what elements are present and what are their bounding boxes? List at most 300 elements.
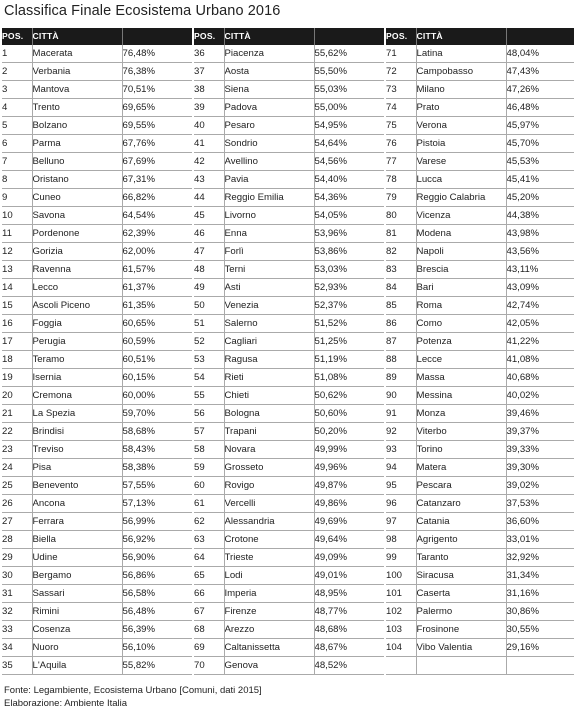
table-row (2, 225, 192, 243)
ranking-table-3 (386, 28, 574, 675)
table-row (2, 207, 192, 225)
rank-position: 76 (386, 135, 416, 153)
table-row (194, 315, 384, 333)
score-value: 53,96% (314, 225, 384, 243)
rank-position: 56 (194, 405, 224, 423)
table-row (2, 351, 192, 369)
score-value: 51,52% (314, 315, 384, 333)
city-name: Milano (416, 81, 506, 99)
table-row (2, 315, 192, 333)
table-row (386, 81, 574, 99)
rank-position: 39 (194, 99, 224, 117)
city-name: Arezzo (224, 621, 314, 639)
score-value: 39,37% (506, 423, 574, 441)
table-row (194, 369, 384, 387)
score-value: 61,57% (122, 261, 192, 279)
table-row (2, 585, 192, 603)
score-value: 45,20% (506, 189, 574, 207)
city-name: Caserta (416, 585, 506, 603)
rank-position: 13 (2, 261, 32, 279)
table-row (194, 279, 384, 297)
score-value: 39,33% (506, 441, 574, 459)
table-row (194, 441, 384, 459)
city-name: Trapani (224, 423, 314, 441)
city-name: Lecco (32, 279, 122, 297)
city-name: Monza (416, 405, 506, 423)
city-name: Bergamo (32, 567, 122, 585)
city-name: Trento (32, 99, 122, 117)
table-row (2, 657, 192, 675)
rank-position: 17 (2, 333, 32, 351)
score-value: 57,13% (122, 495, 192, 513)
city-name: Siracusa (416, 567, 506, 585)
city-name: Brindisi (32, 423, 122, 441)
score-value: 55,82% (122, 657, 192, 675)
city-name: Pisa (32, 459, 122, 477)
header-score (506, 28, 574, 45)
city-name: Isernia (32, 369, 122, 387)
score-value: 43,98% (506, 225, 574, 243)
table-row (194, 225, 384, 243)
score-value: 49,09% (314, 549, 384, 567)
city-name: Verbania (32, 63, 122, 81)
score-value: 51,08% (314, 369, 384, 387)
city-name: Padova (224, 99, 314, 117)
city-name: Cosenza (32, 621, 122, 639)
rank-position: 27 (2, 513, 32, 531)
score-value: 55,62% (314, 45, 384, 63)
city-name: Como (416, 315, 506, 333)
city-name: Asti (224, 279, 314, 297)
score-value: 41,08% (506, 351, 574, 369)
table-row (386, 135, 574, 153)
rank-position: 50 (194, 297, 224, 315)
rank-position: 33 (2, 621, 32, 639)
table-row (2, 81, 192, 99)
table-row (386, 423, 574, 441)
rank-position: 104 (386, 639, 416, 657)
rank-position: 92 (386, 423, 416, 441)
rank-position: 95 (386, 477, 416, 495)
rank-position: 97 (386, 513, 416, 531)
score-value: 49,96% (314, 459, 384, 477)
score-value: 54,05% (314, 207, 384, 225)
rank-position: 57 (194, 423, 224, 441)
score-value: 56,39% (122, 621, 192, 639)
rank-position: 7 (2, 153, 32, 171)
score-value: 67,76% (122, 135, 192, 153)
rank-position: 79 (386, 189, 416, 207)
city-name: Novara (224, 441, 314, 459)
rank-position: 43 (194, 171, 224, 189)
rank-position: 70 (194, 657, 224, 675)
table-row (386, 225, 574, 243)
score-value: 47,43% (506, 63, 574, 81)
table-row (2, 63, 192, 81)
table-row (386, 45, 574, 63)
table-row (2, 135, 192, 153)
table-row (194, 45, 384, 63)
header-city: CITTÀ (416, 28, 506, 45)
city-name: Messina (416, 387, 506, 405)
score-value: 31,16% (506, 585, 574, 603)
table-row (2, 45, 192, 63)
rank-position: 20 (2, 387, 32, 405)
score-value: 39,02% (506, 477, 574, 495)
table-row (194, 99, 384, 117)
table-row (386, 639, 574, 657)
header-city: CITTÀ (32, 28, 122, 45)
score-value: 76,38% (122, 63, 192, 81)
table-row (194, 567, 384, 585)
city-name: Catania (416, 513, 506, 531)
score-value: 49,01% (314, 567, 384, 585)
rank-position: 8 (2, 171, 32, 189)
rank-position: 54 (194, 369, 224, 387)
score-value: 30,86% (506, 603, 574, 621)
score-value: 50,62% (314, 387, 384, 405)
score-value: 45,53% (506, 153, 574, 171)
rank-position: 65 (194, 567, 224, 585)
score-value: 53,03% (314, 261, 384, 279)
city-name: Modena (416, 225, 506, 243)
city-name: Teramo (32, 351, 122, 369)
score-value: 48,67% (314, 639, 384, 657)
rank-position: 30 (2, 567, 32, 585)
city-name: Perugia (32, 333, 122, 351)
score-value: 49,86% (314, 495, 384, 513)
ranking-table-1 (2, 28, 192, 675)
rank-position: 74 (386, 99, 416, 117)
table-row (194, 657, 384, 675)
score-value: 56,58% (122, 585, 192, 603)
table-row (2, 405, 192, 423)
score-value: 69,65% (122, 99, 192, 117)
rank-position: 89 (386, 369, 416, 387)
score-value: 41,22% (506, 333, 574, 351)
header-pos: POS. (194, 28, 224, 45)
score-value: 67,31% (122, 171, 192, 189)
score-value: 56,10% (122, 639, 192, 657)
rank-position: 55 (194, 387, 224, 405)
score-value: 56,86% (122, 567, 192, 585)
city-name: Latina (416, 45, 506, 63)
city-name: Foggia (32, 315, 122, 333)
rank-position: 28 (2, 531, 32, 549)
city-name: Mantova (32, 81, 122, 99)
table-row (2, 621, 192, 639)
city-name: Catanzaro (416, 495, 506, 513)
rank-position: 52 (194, 333, 224, 351)
score-value: 60,51% (122, 351, 192, 369)
table-row (194, 603, 384, 621)
rank-position: 68 (194, 621, 224, 639)
table-row (194, 189, 384, 207)
rank-position: 99 (386, 549, 416, 567)
table-row (2, 567, 192, 585)
table-row (194, 531, 384, 549)
rank-position: 53 (194, 351, 224, 369)
table-row (2, 513, 192, 531)
city-name: Frosinone (416, 621, 506, 639)
rank-position: 51 (194, 315, 224, 333)
city-name: Varese (416, 153, 506, 171)
score-value: 54,56% (314, 153, 384, 171)
score-value: 45,97% (506, 117, 574, 135)
table-row (386, 99, 574, 117)
city-name: Torino (416, 441, 506, 459)
page-title: Classifica Finale Ecosistema Urbano 2016 (4, 3, 281, 19)
score-value: 56,48% (122, 603, 192, 621)
rank-position: 91 (386, 405, 416, 423)
rank-position: 60 (194, 477, 224, 495)
city-name: Massa (416, 369, 506, 387)
score-value: 62,00% (122, 243, 192, 261)
rank-position: 35 (2, 657, 32, 675)
score-value: 32,92% (506, 549, 574, 567)
score-value: 54,64% (314, 135, 384, 153)
rank-position: 10 (2, 207, 32, 225)
rank-position: 77 (386, 153, 416, 171)
rank-position: 61 (194, 495, 224, 513)
rank-position: 93 (386, 441, 416, 459)
city-name: Rimini (32, 603, 122, 621)
city-name: Roma (416, 297, 506, 315)
score-value: 29,16% (506, 639, 574, 657)
table-header-row (386, 28, 574, 45)
city-name: Vercelli (224, 495, 314, 513)
table-row (386, 657, 574, 675)
score-value: 47,26% (506, 81, 574, 99)
rank-position: 16 (2, 315, 32, 333)
city-name: Ferrara (32, 513, 122, 531)
score-value: 39,46% (506, 405, 574, 423)
score-value: 57,55% (122, 477, 192, 495)
rank-position: 86 (386, 315, 416, 333)
table-row (386, 387, 574, 405)
score-value: 37,53% (506, 495, 574, 513)
rank-position: 103 (386, 621, 416, 639)
table-row (2, 189, 192, 207)
table-row (194, 207, 384, 225)
rank-position: 47 (194, 243, 224, 261)
table-row (386, 279, 574, 297)
score-value: 54,95% (314, 117, 384, 135)
city-name: Rovigo (224, 477, 314, 495)
header-pos: POS. (2, 28, 32, 45)
table-row (386, 477, 574, 495)
city-name: Trieste (224, 549, 314, 567)
city-name: Terni (224, 261, 314, 279)
score-value: 67,69% (122, 153, 192, 171)
city-name: Macerata (32, 45, 122, 63)
city-name: Pordenone (32, 225, 122, 243)
table-row (194, 243, 384, 261)
city-name: Savona (32, 207, 122, 225)
ranking-tables (2, 28, 574, 677)
city-name: Salerno (224, 315, 314, 333)
table-row (194, 513, 384, 531)
score-value: 48,52% (314, 657, 384, 675)
city-name: Ravenna (32, 261, 122, 279)
city-name: Grosseto (224, 459, 314, 477)
score-value: 31,34% (506, 567, 574, 585)
table-row (194, 621, 384, 639)
table-row (2, 459, 192, 477)
rank-position: 40 (194, 117, 224, 135)
table-row (2, 99, 192, 117)
score-value: 55,50% (314, 63, 384, 81)
table-row (194, 297, 384, 315)
table-row (2, 117, 192, 135)
score-value: 48,95% (314, 585, 384, 603)
table-row (194, 81, 384, 99)
city-name: Pesaro (224, 117, 314, 135)
table-row (2, 495, 192, 513)
city-name: Aosta (224, 63, 314, 81)
table-row (386, 603, 574, 621)
city-name (416, 657, 506, 675)
rank-position: 80 (386, 207, 416, 225)
table-row (386, 63, 574, 81)
score-value: 52,37% (314, 297, 384, 315)
footer-source: Fonte: Legambiente, Ecosistema Urbano [Comuni, dati 2015] (4, 685, 262, 696)
city-name: Siena (224, 81, 314, 99)
rank-position: 36 (194, 45, 224, 63)
rank-position: 11 (2, 225, 32, 243)
city-name: Sondrio (224, 135, 314, 153)
rank-position: 87 (386, 333, 416, 351)
table-row (2, 171, 192, 189)
rank-position: 14 (2, 279, 32, 297)
table-row (386, 171, 574, 189)
rank-position: 67 (194, 603, 224, 621)
rank-position (386, 657, 416, 675)
table-row (386, 441, 574, 459)
city-name: Biella (32, 531, 122, 549)
score-value: 70,51% (122, 81, 192, 99)
table-row (386, 405, 574, 423)
table-row (2, 423, 192, 441)
table-row (194, 153, 384, 171)
rank-position: 62 (194, 513, 224, 531)
score-value: 43,09% (506, 279, 574, 297)
table-header-row (194, 28, 384, 45)
table-row (2, 369, 192, 387)
score-value: 53,86% (314, 243, 384, 261)
table-row (194, 459, 384, 477)
city-name: Bologna (224, 405, 314, 423)
city-name: Sassari (32, 585, 122, 603)
city-name: Reggio Calabria (416, 189, 506, 207)
table-row (2, 603, 192, 621)
city-name: Avellino (224, 153, 314, 171)
rank-position: 24 (2, 459, 32, 477)
score-value: 56,90% (122, 549, 192, 567)
table-row (194, 585, 384, 603)
city-name: Lucca (416, 171, 506, 189)
score-value: 45,70% (506, 135, 574, 153)
rank-position: 25 (2, 477, 32, 495)
city-name: Reggio Emilia (224, 189, 314, 207)
ranking-table-2 (194, 28, 384, 675)
table-row (386, 513, 574, 531)
table-row (194, 135, 384, 153)
rank-position: 96 (386, 495, 416, 513)
rank-position: 19 (2, 369, 32, 387)
rank-position: 88 (386, 351, 416, 369)
table-row (194, 117, 384, 135)
score-value: 49,99% (314, 441, 384, 459)
table-row (2, 279, 192, 297)
rank-position: 46 (194, 225, 224, 243)
city-name: Imperia (224, 585, 314, 603)
city-name: Pavia (224, 171, 314, 189)
table-row (2, 387, 192, 405)
city-name: Prato (416, 99, 506, 117)
city-name: Agrigento (416, 531, 506, 549)
city-name: Firenze (224, 603, 314, 621)
table-row (2, 531, 192, 549)
table-row (2, 441, 192, 459)
city-name: Lodi (224, 567, 314, 585)
table-row (194, 333, 384, 351)
table-row (386, 189, 574, 207)
city-name: Bolzano (32, 117, 122, 135)
rank-position: 41 (194, 135, 224, 153)
header-pos: POS. (386, 28, 416, 45)
table-row (194, 549, 384, 567)
score-value: 42,05% (506, 315, 574, 333)
rank-position: 32 (2, 603, 32, 621)
rank-position: 101 (386, 585, 416, 603)
rank-position: 42 (194, 153, 224, 171)
city-name: Alessandria (224, 513, 314, 531)
table-row (194, 405, 384, 423)
score-value: 76,48% (122, 45, 192, 63)
table-row (386, 459, 574, 477)
city-name: Verona (416, 117, 506, 135)
rank-position: 38 (194, 81, 224, 99)
city-name: Belluno (32, 153, 122, 171)
score-value: 43,56% (506, 243, 574, 261)
rank-position: 78 (386, 171, 416, 189)
rank-position: 9 (2, 189, 32, 207)
rank-position: 66 (194, 585, 224, 603)
rank-position: 23 (2, 441, 32, 459)
score-value: 49,87% (314, 477, 384, 495)
rank-position: 75 (386, 117, 416, 135)
score-value: 56,92% (122, 531, 192, 549)
table-row (2, 153, 192, 171)
city-name: Crotone (224, 531, 314, 549)
city-name: Cagliari (224, 333, 314, 351)
score-value: 50,20% (314, 423, 384, 441)
score-value: 60,00% (122, 387, 192, 405)
city-name: Campobasso (416, 63, 506, 81)
rank-position: 44 (194, 189, 224, 207)
table-row (2, 333, 192, 351)
city-name: Udine (32, 549, 122, 567)
score-value: 48,77% (314, 603, 384, 621)
rank-position: 102 (386, 603, 416, 621)
score-value: 55,03% (314, 81, 384, 99)
rank-position: 3 (2, 81, 32, 99)
city-name: Cuneo (32, 189, 122, 207)
city-name: Forlì (224, 243, 314, 261)
score-value: 60,15% (122, 369, 192, 387)
score-value: 58,68% (122, 423, 192, 441)
